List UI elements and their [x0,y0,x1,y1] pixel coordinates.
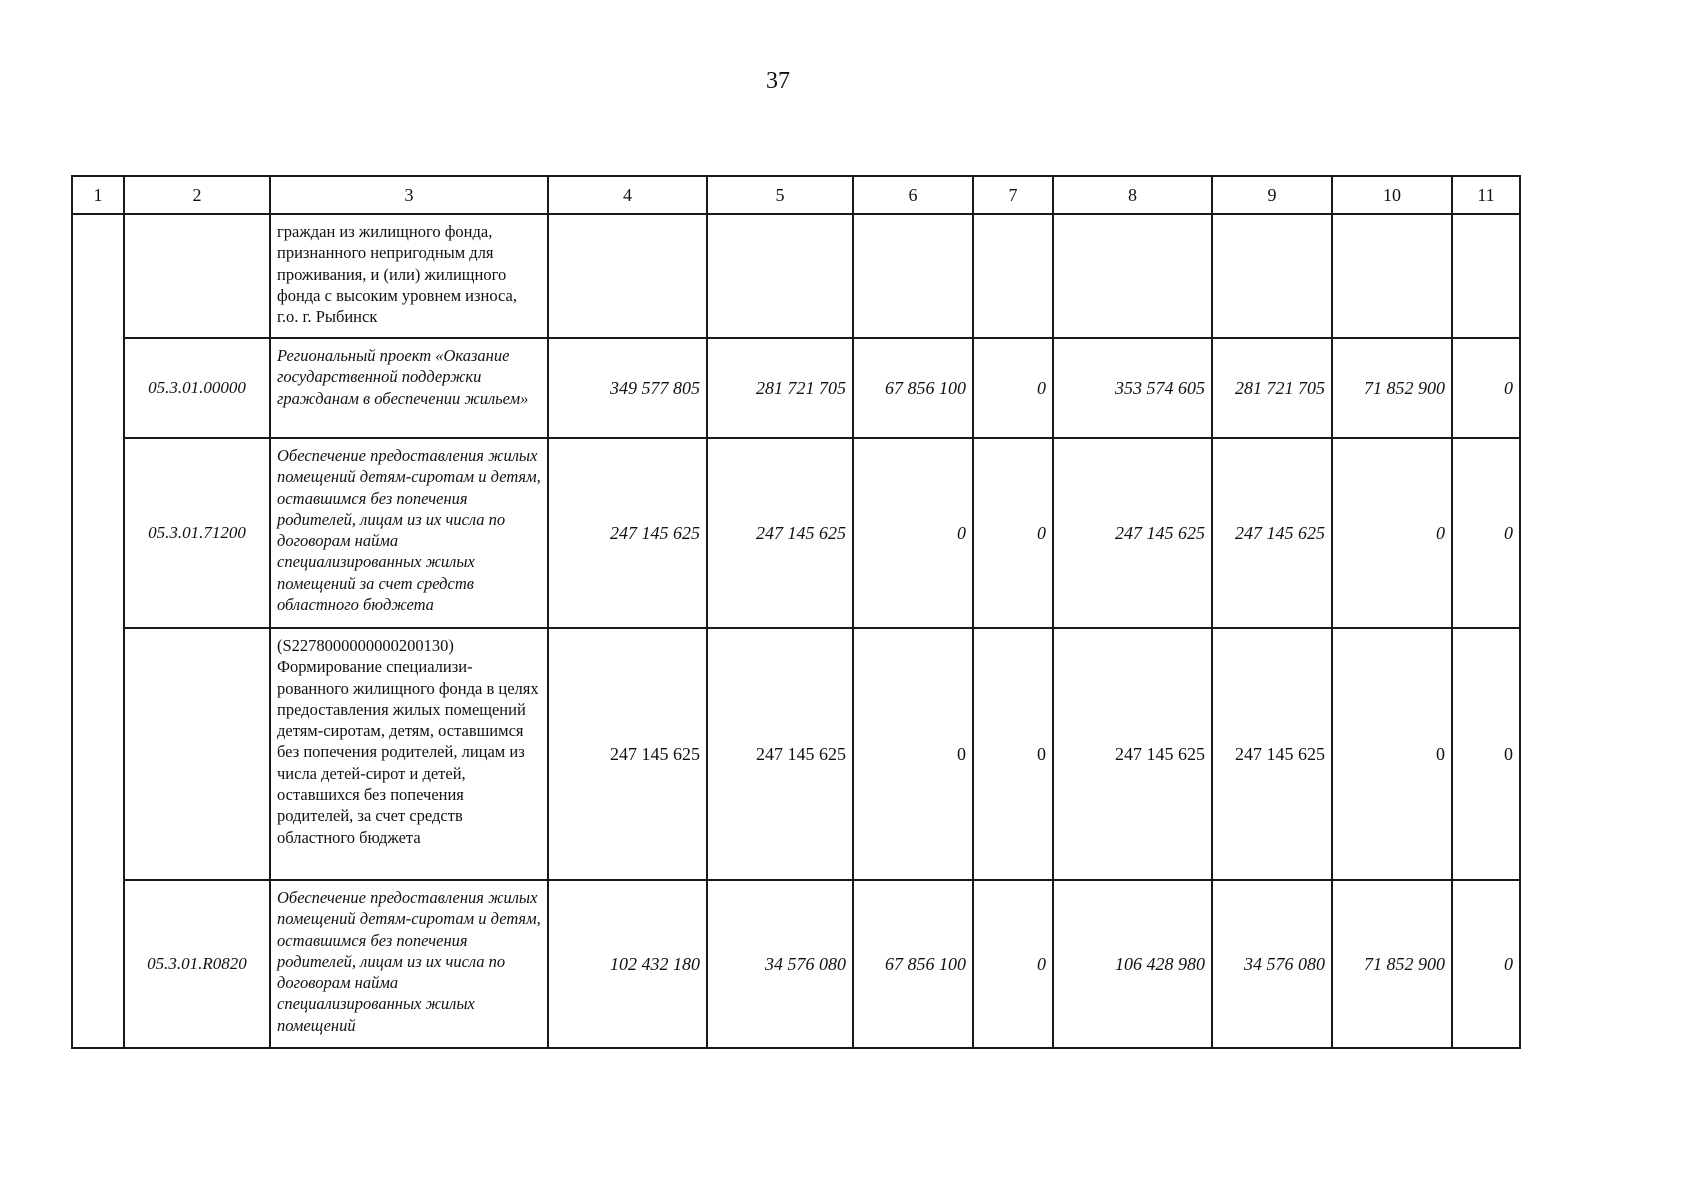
table-row [72,438,1520,628]
value-cell: 0 [1332,628,1452,880]
value-cell: 0 [1332,438,1452,628]
value-cell: 0 [973,438,1053,628]
description-cell: (S2278000000000200130) Формирование специализи-рованного жилищного фонда в целях предоставления жилых помещений детям-сиротам, детям, оставшимся без попечения родителей, лицам из числа детей-сирот и детей, оставшихся без попечения родителей, за счет средств областного бюджета [270,628,548,880]
value-cell: 0 [853,628,973,880]
value-cell: 67 856 100 [853,880,973,1048]
description-cell: граждан из жилищного фонда, признанного непригодным для проживания, и (или) жилищного фонда с высоким уровнем износа, г.о. г. Рыбинск [270,214,548,338]
value-cell: 71 852 900 [1332,338,1452,438]
value-cell [1452,214,1520,338]
value-cell: 247 145 625 [548,438,707,628]
column-header: 11 [1452,176,1520,214]
column-header: 10 [1332,176,1452,214]
column-header: 5 [707,176,853,214]
value-cell: 353 574 605 [1053,338,1212,438]
table-row [72,214,1520,338]
code-cell: 05.3.01.00000 [124,338,270,438]
code-cell [124,628,270,880]
value-cell: 247 145 625 [1053,628,1212,880]
value-cell: 0 [1452,438,1520,628]
value-cell: 34 576 080 [707,880,853,1048]
value-cell: 247 145 625 [1212,438,1332,628]
column-header: 2 [124,176,270,214]
value-cell: 247 145 625 [1053,438,1212,628]
value-cell: 0 [853,438,973,628]
code-cell: 05.3.01.R0820 [124,880,270,1048]
value-cell: 247 145 625 [707,628,853,880]
value-cell: 102 432 180 [548,880,707,1048]
table-row [72,338,1520,438]
value-cell: 71 852 900 [1332,880,1452,1048]
value-cell [1332,214,1452,338]
column-header: 7 [973,176,1053,214]
value-cell: 0 [973,880,1053,1048]
value-cell: 0 [1452,338,1520,438]
budget-table [71,175,1521,1049]
code-cell: 05.3.01.71200 [124,438,270,628]
value-cell: 349 577 805 [548,338,707,438]
value-cell: 281 721 705 [707,338,853,438]
value-cell [1053,214,1212,338]
column-header: 9 [1212,176,1332,214]
value-cell: 0 [973,338,1053,438]
value-cell: 0 [1452,880,1520,1048]
value-cell: 281 721 705 [1212,338,1332,438]
value-cell: 34 576 080 [1212,880,1332,1048]
value-cell [973,214,1053,338]
value-cell: 0 [1452,628,1520,880]
column-header: 1 [72,176,124,214]
description-cell: Обеспечение предоставления жилых помещений детям-сиротам и детям, оставшимся без попечения родителей, лицам из их числа по договорам найма специализированных жилых помещений за счет средств областного бюджета [270,438,548,628]
column-header: 3 [270,176,548,214]
description-cell: Обеспечение предоставления жилых помещений детям-сиротам и детям, оставшимся без попечения родителей, лицам из их числа по договорам найма специализированных жилых помещений [270,880,548,1048]
column-number-row [72,176,1520,214]
column-header: 4 [548,176,707,214]
code-cell [124,214,270,338]
column-header: 6 [853,176,973,214]
value-cell: 0 [973,628,1053,880]
value-cell [1212,214,1332,338]
value-cell [853,214,973,338]
value-cell [548,214,707,338]
table-row [72,880,1520,1048]
table-row [72,628,1520,880]
value-cell: 247 145 625 [548,628,707,880]
page-number: 37 [766,68,790,94]
description-cell: Региональный проект «Оказание государственной поддержки гражданам в обеспечении жильем» [270,338,548,438]
value-cell: 106 428 980 [1053,880,1212,1048]
value-cell: 247 145 625 [707,438,853,628]
value-cell [707,214,853,338]
row-number-cell [72,214,124,1048]
value-cell: 67 856 100 [853,338,973,438]
value-cell: 247 145 625 [1212,628,1332,880]
column-header: 8 [1053,176,1212,214]
